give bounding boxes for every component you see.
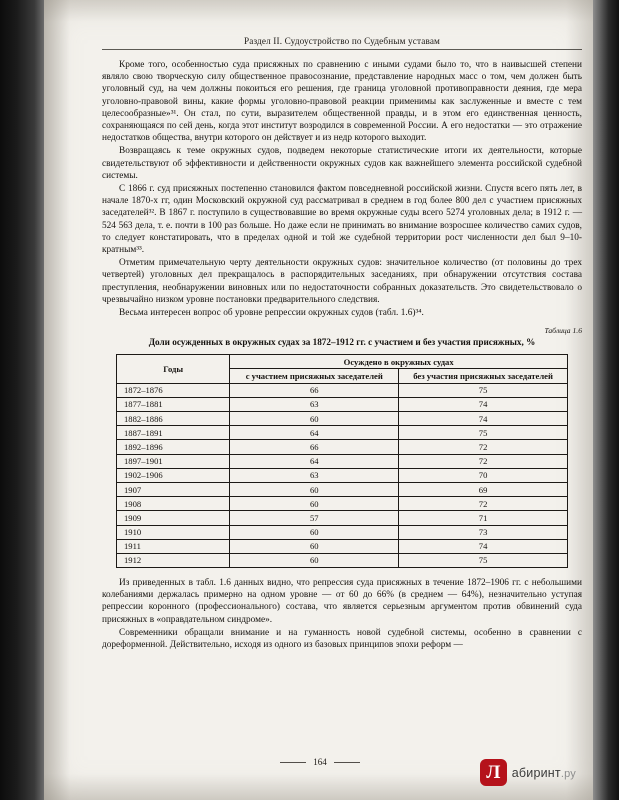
- labirint-watermark: [480, 759, 576, 786]
- cell-with-jurors: 60: [230, 539, 399, 553]
- table-row: [117, 525, 568, 539]
- column-header-without-jurors: без участия присяжных заседателей: [399, 369, 568, 383]
- paragraph: Весьма интересен вопрос об уровне репрессии окружных судов (табл. 1.6)³⁴.: [119, 308, 424, 319]
- cell-without-jurors: 75: [399, 426, 568, 440]
- table-row: [117, 553, 568, 567]
- table-header-row: [117, 355, 568, 369]
- cell-without-jurors: 74: [399, 397, 568, 411]
- right-background: [593, 0, 619, 800]
- paragraph: Возвращаясь к теме окружных судов, подведем некоторые статистические итоги их деятельности, которые свидетельствуют об эффективности и действенности окружных судов как важнейшего элемента российской судебной системы.: [102, 146, 582, 181]
- table-row: [117, 397, 568, 411]
- cell-with-jurors: 64: [230, 426, 399, 440]
- header-rule: [102, 49, 582, 50]
- table-row: [117, 482, 568, 496]
- labirint-logo-text: абиринт.ру: [511, 765, 576, 780]
- cell-without-jurors: 75: [399, 553, 568, 567]
- running-head: Раздел II. Судоустройство по Судебным уставам: [243, 36, 441, 46]
- statistics-table: [116, 354, 568, 568]
- column-header-group: Осуждено в окружных судах: [230, 355, 568, 369]
- cell-with-jurors: 60: [230, 482, 399, 496]
- cell-years: 1912: [117, 553, 230, 567]
- cell-without-jurors: 74: [399, 412, 568, 426]
- book-page: [44, 0, 596, 800]
- folio-value: 164: [313, 757, 327, 767]
- page-content: [102, 36, 582, 652]
- table-row: [117, 539, 568, 553]
- cell-years: 1882–1886: [117, 412, 230, 426]
- paragraph: Кроме того, особенностью суда присяжных по сравнению с иными судами было то, что в наивысшей степени являло свою творческую силу общественное правосознание, представление народных масс о том, чем должен быть уголовный суд, на чем должны покоиться его решения, где граница уголовной противоправности деяния, где мера уголовно-правовой вины, какие формы уголовно-правовой реакции применимы как заслуженные и вместе с тем целесообразные»³¹. Он стал, по сути, выразителем общественной правды, и в этом его единственная ценность, сохраняющаяся по сей день, когда этот институт возродился в современной России. А его недостатки — это отражение недостатков общества, внутри которого он действует и из недр которого выходит.: [102, 60, 582, 144]
- cell-without-jurors: 69: [399, 482, 568, 496]
- cell-without-jurors: 71: [399, 511, 568, 525]
- cell-with-jurors: 66: [230, 440, 399, 454]
- table-body: [117, 383, 568, 567]
- cell-without-jurors: 73: [399, 525, 568, 539]
- labirint-logo-icon: Л: [480, 759, 507, 786]
- cell-years: 1908: [117, 497, 230, 511]
- cell-without-jurors: 72: [399, 497, 568, 511]
- cell-years: 1911: [117, 539, 230, 553]
- cell-without-jurors: 72: [399, 440, 568, 454]
- cell-years: 1897–1901: [117, 454, 230, 468]
- cell-with-jurors: 60: [230, 497, 399, 511]
- cell-years: 1887–1891: [117, 426, 230, 440]
- cell-with-jurors: 60: [230, 412, 399, 426]
- table-row: [117, 468, 568, 482]
- table-row: [117, 497, 568, 511]
- paragraph: Отметим примечательную черту деятельности окружных судов: значительное количество (от половины до трех четвертей) уголовных дел прекращалось в распорядительных заседаниях, при обнаружении отсутствия состава преступления, необнаружении виновных или по недостаточности собранных доказательств. Это свидетельствовало о чрезвычайно низком уровне постановки предварительного следствия.: [102, 258, 582, 305]
- table-row: [117, 440, 568, 454]
- cell-with-jurors: 57: [230, 511, 399, 525]
- table-row: [117, 426, 568, 440]
- paragraph: С 1866 г. суд присяжных постепенно становился фактом повседневной российской жизни. Спустя всего пять лет, в начале 1870-х гг, один Московский окружной суд рассматривал в среднем в год более 800 дел с участием присяжных заседателей³². В 1867 г. поступило в существовавшие во время окружные суды всего 5274 уголовных дела; в 1912 г. — 524 563 дела, т. е. почти в 100 раз больше. Но даже если не принимать во внимание возросшее количество самих судов, то следует констатировать, что в пределах одной и той же судебной территории рост численности дел был 9–10-кратным³³.: [102, 184, 582, 256]
- cell-with-jurors: 63: [230, 397, 399, 411]
- table-row: [117, 511, 568, 525]
- cell-without-jurors: 74: [399, 539, 568, 553]
- cell-years: 1877–1881: [117, 397, 230, 411]
- table-title: Доли осужденных в окружных судах за 1872–1912 гг. с участием и без участия присяжных, %: [148, 337, 536, 348]
- cell-years: 1909: [117, 511, 230, 525]
- column-header-with-jurors: с участием присяжных заседателей: [230, 369, 399, 383]
- table-row: [117, 454, 568, 468]
- book-spine-shadow: [0, 0, 46, 800]
- column-header-years: Годы: [117, 355, 230, 383]
- cell-without-jurors: 70: [399, 468, 568, 482]
- cell-without-jurors: 75: [399, 383, 568, 397]
- cell-with-jurors: 64: [230, 454, 399, 468]
- cell-with-jurors: 63: [230, 468, 399, 482]
- table-row: [117, 383, 568, 397]
- cell-years: 1910: [117, 525, 230, 539]
- cell-years: 1892–1896: [117, 440, 230, 454]
- table-number: Таблица 1.6: [544, 326, 582, 336]
- cell-without-jurors: 72: [399, 454, 568, 468]
- cell-years: 1907: [117, 482, 230, 496]
- cell-with-jurors: 60: [230, 525, 399, 539]
- cell-years: 1872–1876: [117, 383, 230, 397]
- cell-years: 1902–1906: [117, 468, 230, 482]
- cell-with-jurors: 66: [230, 383, 399, 397]
- cell-with-jurors: 60: [230, 553, 399, 567]
- table-row: [117, 412, 568, 426]
- paragraph: Из приведенных в табл. 1.6 данных видно, что репрессия суда присяжных в течение 1872–1906 гг. с небольшими колебаниями держалась примерно на одном уровне — от 60 до 66% (в среднем — 64%), незначительно уступая репрессии коронного (профессионального) состава, что является серьезным аргументом против обвинений суда присяжных в «оправдательном синдроме».: [102, 578, 582, 625]
- paragraph: Современники обращали внимание и на гуманность новой судебной системы, особенно в сравнении с дореформенной. Действительно, исходя из одного из базовых принципов эпохи реформ —: [102, 627, 582, 651]
